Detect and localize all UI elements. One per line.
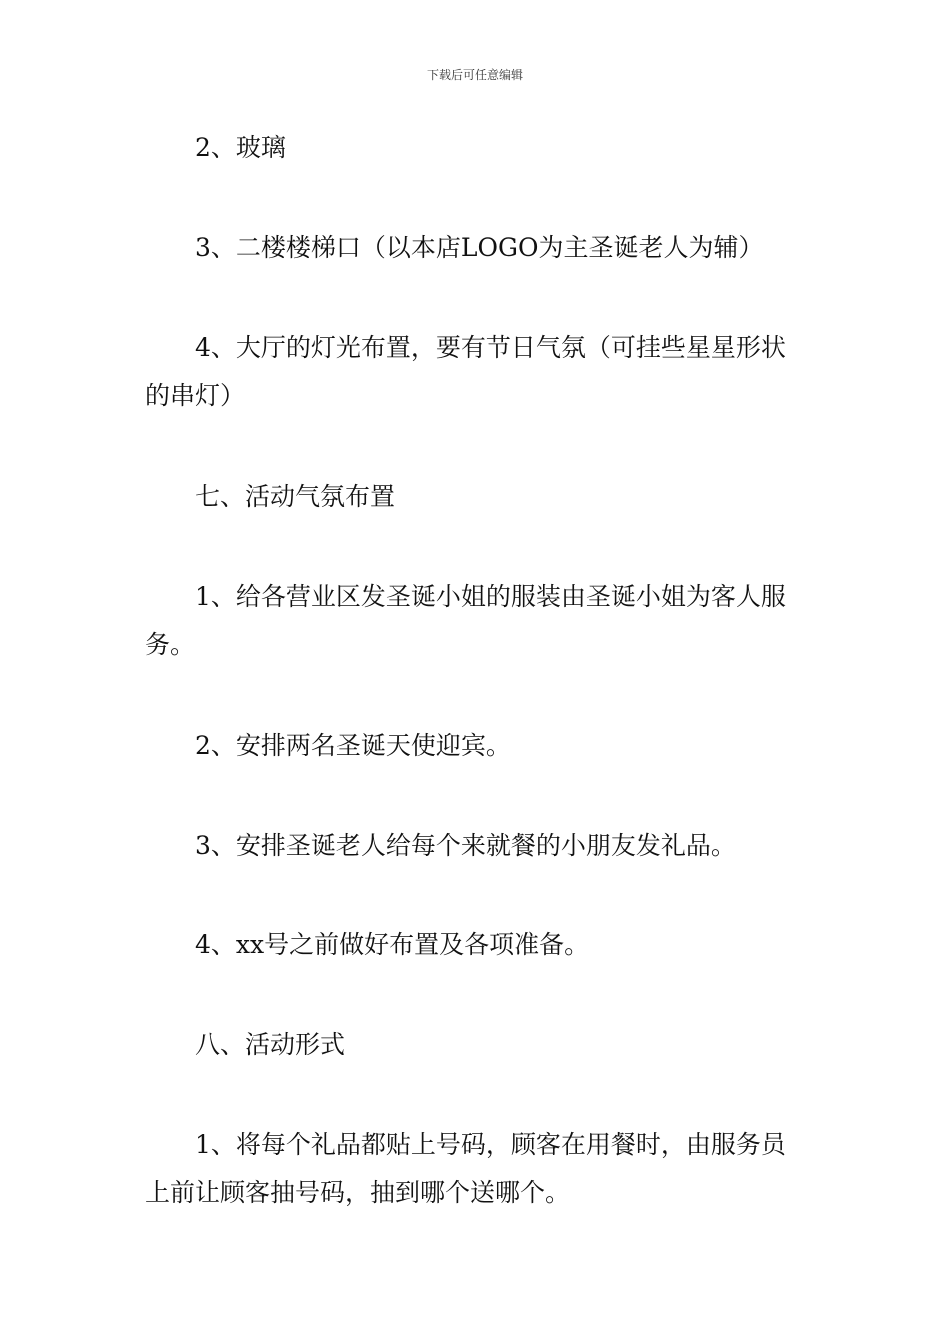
paragraph-christmas-costumes: 1、给各营业区发圣诞小姐的服装由圣诞小姐为客人服务。	[145, 582, 786, 659]
section-heading-activity-form: 八、活动形式	[195, 1030, 346, 1059]
page-header-note: 下载后可任意编辑	[426, 68, 523, 82]
paragraph-hall-lighting: 4、大厅的灯光布置，要有节日气氛（可挂些星星形状的串灯）	[145, 333, 786, 410]
paragraph-glass: 2、玻璃	[195, 133, 286, 162]
section-heading-atmosphere: 七、活动气氛布置	[195, 482, 396, 511]
paragraph-stair-entrance: 3、二楼楼梯口（以本店LOGO为主圣诞老人为辅）	[195, 233, 764, 262]
paragraph-santa-gifts: 3、安排圣诞老人给每个来就餐的小朋友发礼品。	[195, 831, 736, 860]
paragraph-preparation: 4、xx号之前做好布置及各项准备。	[195, 930, 590, 959]
paragraph-angel-greeters: 2、安排两名圣诞天使迎宾。	[195, 731, 511, 760]
paragraph-gift-numbers: 1、将每个礼品都贴上号码，顾客在用餐时，由服务员上前让顾客抽号码，抽到哪个送哪个。	[145, 1130, 786, 1207]
